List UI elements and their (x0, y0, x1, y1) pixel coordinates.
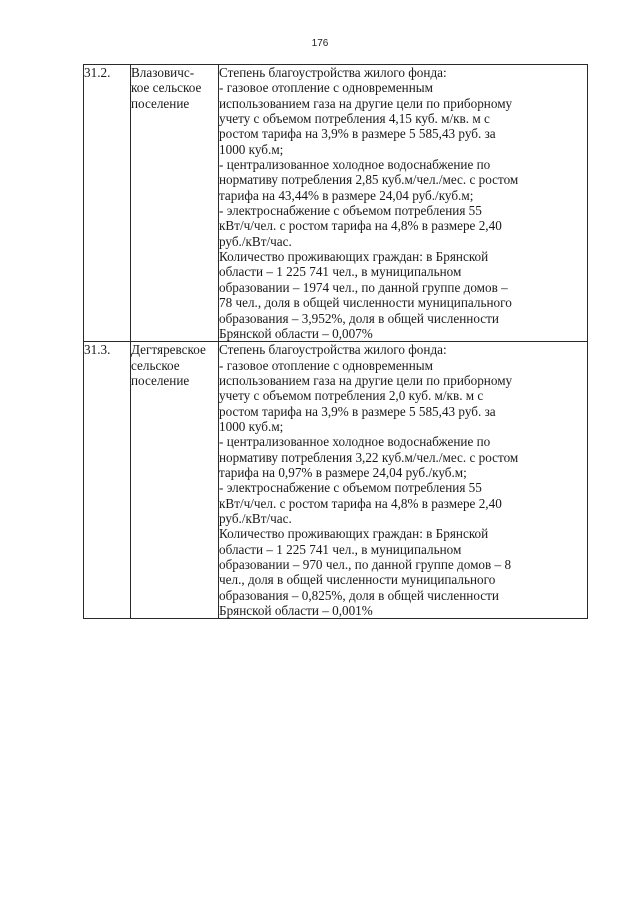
description-line: кВт/ч/чел. с ростом тарифа на 4,8% в размере 2,40 (219, 218, 502, 234)
description-line: 78 чел., доля в общей численности муниципального (219, 295, 512, 311)
settlement-name (131, 65, 219, 342)
description-line: Брянской области – 0,001% (219, 603, 373, 619)
settlement-name-line: Влазовичс- (131, 65, 195, 80)
description-line: нормативу потребления 3,22 куб.м/чел./мес. с ростом (219, 449, 519, 465)
description-line: чел., доля в общей численности муниципального (219, 572, 496, 588)
description-line: тарифа на 43,44% в размере 24,04 руб./куб.м; (219, 187, 474, 203)
description-line: Степень благоустройства жилого фонда: (219, 342, 447, 358)
description-line: образовании – 970 чел., по данной группе домов – 8 (219, 557, 512, 572)
description-line: учету с объемом потребления 2,0 куб. м/кв. м с (219, 388, 484, 404)
settlement-description (219, 342, 588, 619)
description-line: ростом тарифа на 3,9% в размере 5 585,43 руб. за (219, 403, 496, 419)
table-row (84, 65, 588, 342)
description-line: - централизованное холодное водоснабжение по (219, 157, 491, 173)
description-line: области – 1 225 741 чел., в муниципальном (219, 541, 462, 557)
settlement-name-line: поселение (131, 95, 190, 111)
description-line: Количество проживающих граждан: в Брянской (219, 249, 489, 265)
row-number: 31.2. (84, 65, 131, 342)
description-line: Количество проживающих граждан: в Брянской (219, 526, 489, 542)
row-number: 31.3. (84, 342, 131, 619)
description-line: ростом тарифа на 3,9% в размере 5 585,43 руб. за (219, 126, 496, 142)
description-line: руб./кВт/час. (219, 510, 292, 526)
settlement-description (219, 65, 588, 342)
description-line: Степень благоустройства жилого фонда: (219, 65, 447, 80)
settlement-name-line: Дегтяревское (131, 342, 206, 358)
table-row (84, 342, 588, 619)
settlements-table (83, 64, 588, 619)
description-line: 1000 куб.м; (219, 418, 284, 434)
description-line: 1000 куб.м; (219, 141, 284, 157)
settlement-name-line: кое сельское (131, 80, 202, 96)
description-line: - газовое отопление с одновременным (219, 80, 433, 96)
description-line: - электроснабжение с объемом потребления 55 (219, 480, 482, 496)
description-line: - централизованное холодное водоснабжение по (219, 434, 491, 450)
description-line: кВт/ч/чел. с ростом тарифа на 4,8% в размере 2,40 (219, 495, 502, 511)
description-line: образовании – 1974 чел., по данной группе домов – (219, 279, 508, 295)
settlement-name-line: поселение (131, 372, 190, 388)
description-line: области – 1 225 741 чел., в муниципальном (219, 264, 462, 280)
description-line: образования – 0,825%, доля в общей численности (219, 587, 499, 603)
settlement-name-line: сельское (131, 357, 180, 373)
settlement-name (131, 342, 219, 619)
description-line: - электроснабжение с объемом потребления 55 (219, 203, 482, 219)
description-line: учету с объемом потребления 4,15 куб. м/кв. м с (219, 111, 490, 127)
description-line: образования – 3,952%, доля в общей численности (219, 310, 499, 326)
description-line: использованием газа на другие цели по приборному (219, 95, 513, 111)
description-line: тарифа на 0,97% в размере 24,04 руб./куб.м; (219, 464, 467, 480)
description-line: - газовое отопление с одновременным (219, 357, 433, 373)
page-number: 176 (311, 38, 329, 49)
description-line: использованием газа на другие цели по приборному (219, 372, 513, 388)
description-line: Брянской области – 0,007% (219, 325, 373, 341)
description-line: руб./кВт/час. (219, 233, 292, 249)
description-line: нормативу потребления 2,85 куб.м/чел./мес. с ростом (219, 172, 519, 188)
